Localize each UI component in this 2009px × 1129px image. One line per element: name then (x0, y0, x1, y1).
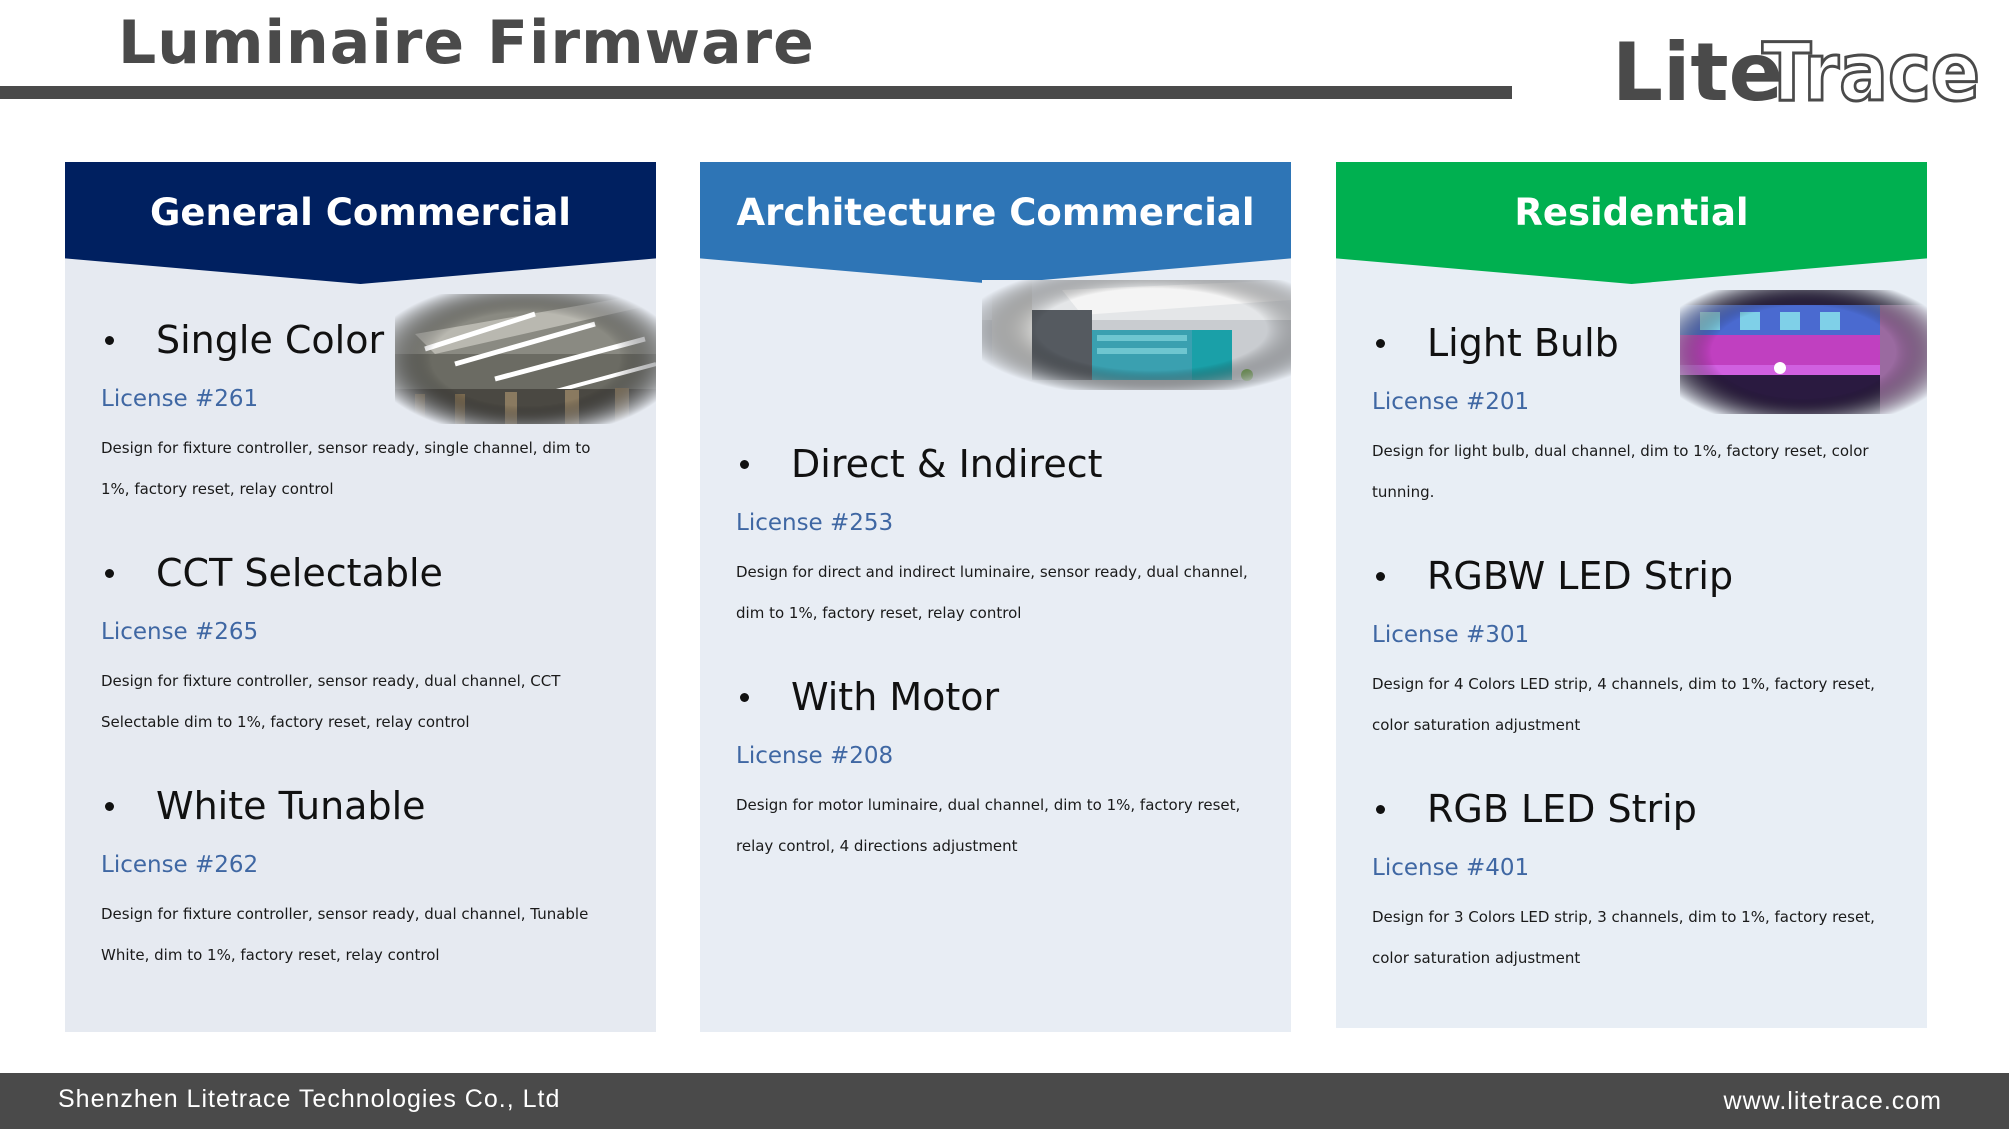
logo-bold-text: Lite (1612, 30, 1783, 110)
item-name: Light Bulb (1427, 321, 1619, 365)
license-number: License #253 (736, 510, 894, 536)
license-number: License #208 (736, 743, 894, 769)
license-number: License #401 (1372, 855, 1530, 881)
license-number: License #301 (1372, 622, 1530, 648)
footer-website-link[interactable]: www.litetrace.com (1723, 1087, 1942, 1115)
list-item (101, 310, 621, 510)
bullet-icon (1376, 572, 1385, 581)
logo-outline-text: Trace (1762, 30, 1980, 110)
bullet-icon (105, 802, 114, 811)
card-general-commercial (65, 162, 656, 1032)
list-item (736, 434, 1256, 634)
item-description: Design for fixture controller, sensor ready, single channel, dim to 1%, factory reset, relay control (101, 439, 591, 498)
column-title: General Commercial (150, 190, 571, 234)
item-description: Design for direct and indirect luminaire, sensor ready, dual channel, dim to 1%, factory reset, relay control (736, 563, 1248, 622)
bullet-icon (1376, 339, 1385, 348)
bullet-icon (105, 336, 114, 345)
list-item (101, 776, 621, 976)
title-underline (0, 86, 1512, 99)
item-description: Design for motor luminaire, dual channel, dim to 1%, factory reset, relay control, 4 directions adjustment (736, 796, 1241, 855)
item-name: RGBW LED Strip (1427, 554, 1734, 598)
item-name: RGB LED Strip (1427, 787, 1697, 831)
list-item (1372, 779, 1892, 979)
item-name: CCT Selectable (156, 551, 443, 595)
list-item (736, 667, 1256, 867)
item-description: Design for 3 Colors LED strip, 3 channels, dim to 1%, factory reset, color saturation adjustment (1372, 908, 1875, 967)
item-description: Design for 4 Colors LED strip, 4 channels, dim to 1%, factory reset, color saturation adjustment (1372, 675, 1875, 734)
bullet-icon (105, 569, 114, 578)
license-number: License #265 (101, 619, 259, 645)
license-number: License #261 (101, 386, 259, 412)
footer-company: Shenzhen Litetrace Technologies Co., Ltd (58, 1085, 561, 1113)
card-architecture-commercial (700, 162, 1291, 1032)
license-number: License #201 (1372, 389, 1530, 415)
office-interior-photo (982, 280, 1291, 390)
item-name: White Tunable (156, 784, 426, 828)
footer-bar (0, 1073, 2009, 1129)
item-description: Design for light bulb, dual channel, dim to 1%, factory reset, color tunning. (1372, 442, 1869, 501)
item-name: Single Color (156, 318, 385, 362)
list-item (101, 543, 621, 743)
bullet-icon (740, 460, 749, 469)
list-item (1372, 546, 1892, 746)
bullet-icon (1376, 805, 1385, 814)
card-residential (1336, 162, 1927, 1028)
column-title: Architecture Commercial (736, 190, 1255, 234)
item-name: With Motor (791, 675, 1000, 719)
item-name: Direct & Indirect (791, 442, 1103, 486)
column-title: Residential (1514, 190, 1749, 234)
list-item (1372, 313, 1892, 513)
item-description: Design for fixture controller, sensor ready, dual channel, Tunable White, dim to 1%, factory reset, relay control (101, 905, 589, 964)
litetrace-logo (1612, 30, 1984, 110)
bullet-icon (740, 693, 749, 702)
item-description: Design for fixture controller, sensor ready, dual channel, CCT Selectable dim to 1%, factory reset, relay control (101, 672, 561, 731)
license-number: License #262 (101, 852, 259, 878)
page-title: Luminaire Firmware (118, 8, 815, 78)
